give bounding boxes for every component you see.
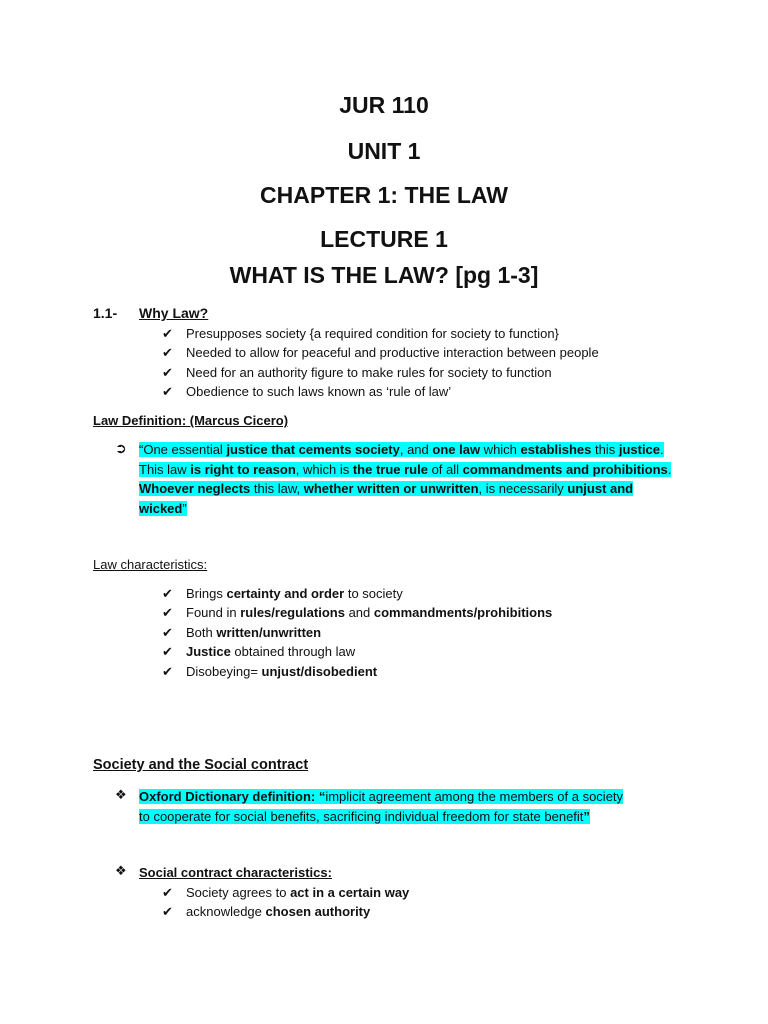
list-item: ✔ Presupposes society {a required condition for society to function}: [162, 324, 599, 343]
list-item: ✔ acknowledge chosen authority: [162, 902, 409, 921]
social-contract-heading: Society and the Social contract: [93, 757, 309, 773]
check-icon: ✔: [162, 364, 173, 380]
lecture-title: LECTURE 1: [320, 226, 448, 252]
check-icon: ✔: [162, 644, 173, 660]
social-contract-list: [162, 883, 409, 922]
law-definition-heading: Law Definition: (Marcus Cicero): [93, 413, 289, 428]
check-icon: ✔: [162, 663, 173, 679]
list-item: ✔ Obedience to such laws known as ‘rule of law’: [162, 382, 599, 401]
law-characteristics-heading: Law characteristics:: [93, 557, 208, 572]
section-number: 1.1-: [93, 305, 118, 321]
diamond-bullet-icon: ❖: [115, 787, 127, 802]
social-contract-characteristics-heading: Social contract characteristics:: [139, 865, 332, 880]
list-item: ✔ Found in rules/regulations and commandments/prohibitions: [162, 603, 552, 622]
check-icon: ✔: [162, 605, 173, 621]
why-law-list: [162, 324, 599, 402]
check-icon: ✔: [162, 885, 173, 900]
topic-title: WHAT IS THE LAW? [pg 1-3]: [229, 262, 539, 288]
chapter-title: CHAPTER 1: THE LAW: [260, 182, 508, 208]
list-item: ✔ Disobeying= unjust/disobedient: [162, 662, 552, 681]
list-item: ✔ Need for an authority figure to make rules for society to function: [162, 363, 599, 382]
arrow-circle-icon: ➲: [115, 440, 127, 456]
highlighted-quote: “One essential justice that cements society, and one law which establishes this justice. This law is right to reason, which is the true rule of all commandments and prohibitions. Whoever neglects this law, whether written or unwritten, is necessarily unjust and wicked”: [139, 442, 672, 516]
list-item: ✔ Both written/unwritten: [162, 623, 552, 642]
unit-title: UNIT 1: [347, 138, 421, 164]
list-item: ✔ Society agrees to act in a certain way: [162, 883, 409, 902]
oxford-definition-text: Oxford Dictionary definition: “implicit agreement among the members of a society to cooperate for social benefits, sacrificing individual freedom for state benefit”: [139, 789, 624, 824]
law-characteristics-list: [162, 584, 552, 681]
list-item: ✔ Justice obtained through law: [162, 642, 552, 661]
check-icon: ✔: [162, 326, 173, 341]
list-item: ✔ Brings certainty and order to society: [162, 584, 552, 603]
check-icon: ✔: [162, 586, 173, 601]
check-icon: ✔: [162, 384, 173, 400]
diamond-bullet-icon: ❖: [115, 863, 127, 878]
quote-text: [139, 440, 674, 518]
why-law-heading: [93, 305, 208, 321]
check-icon: ✔: [162, 904, 173, 920]
course-title: JUR 110: [339, 92, 429, 118]
check-icon: ✔: [162, 624, 173, 640]
list-item: ✔ Needed to allow for peaceful and productive interaction between people: [162, 343, 599, 362]
check-icon: ✔: [162, 345, 173, 361]
section-label: Why Law?: [139, 305, 209, 321]
